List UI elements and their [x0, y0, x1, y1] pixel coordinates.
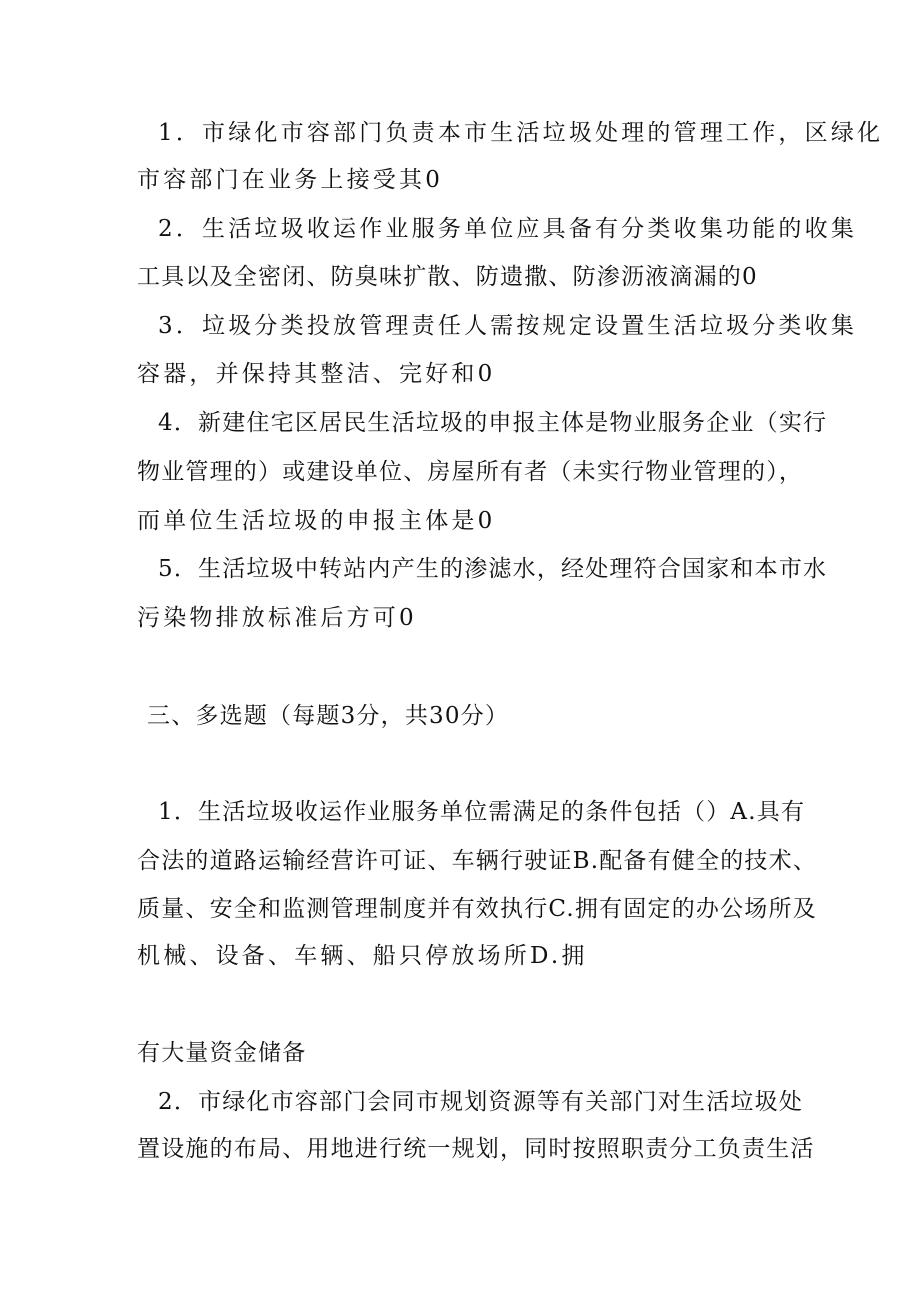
- multi-item-1-line-2: 合法的道路运输经营许可证、车辆行驶证B.配备有健全的技术、: [137, 848, 818, 874]
- item-3-line-2: 容器，并保持其整洁、完好和0: [137, 361, 496, 387]
- item-5-line-2: 污染物排放标准后方可0: [137, 605, 417, 631]
- multi-item-1-line-3: 质量、安全和监测管理制度并有效执行C.拥有固定的办公场所及: [137, 896, 817, 922]
- item-4-line-1: 4．新建住宅区居民生活垃圾的申报主体是物业服务企业（实行: [158, 410, 828, 436]
- multi-item-2-line-1: 2．市绿化市容部门会同市规划资源等有关部门对生活垃圾处: [158, 1089, 804, 1115]
- item-2-line-2: 工具以及全密闭、防臭味扩散、防遗撒、防渗沥液滴漏的0: [137, 264, 758, 290]
- item-3-line-1: 3．垃圾分类投放管理责任人需按规定设置生活垃圾分类收集: [158, 313, 858, 339]
- section-heading: 三、多选题（每题3分，共30分）: [147, 703, 510, 729]
- multi-item-1-line-4: 机械、设备、车辆、船只停放场所D.拥: [137, 943, 588, 969]
- item-2-line-1: 2．生活垃圾收运作业服务单位应具备有分类收集功能的收集: [158, 216, 858, 242]
- multi-item-1-line-1: 1．生活垃圾收运作业服务单位需满足的条件包括（）A.具有: [158, 799, 806, 825]
- multi-item-2-line-2: 置设施的布局、用地进行统一规划，同时按照职责分工负责生活: [137, 1136, 815, 1162]
- item-4-line-3: 而单位生活垃圾的申报主体是0: [137, 508, 496, 534]
- item-1-line-2: 市容部门在业务上接受其0: [137, 167, 444, 193]
- item-1-line-1: 1．市绿化市容部门负责本市生活垃圾处理的管理工作，区绿化: [158, 120, 884, 146]
- multi-item-1-tail: 有大量资金储备: [137, 1040, 307, 1066]
- item-4-line-2: 物业管理的）或建设单位、房屋所有者（未实行物业管理的），: [137, 459, 804, 485]
- item-5-line-1: 5．生活垃圾中转站内产生的渗滤水，经处理符合国家和本市水: [158, 556, 828, 582]
